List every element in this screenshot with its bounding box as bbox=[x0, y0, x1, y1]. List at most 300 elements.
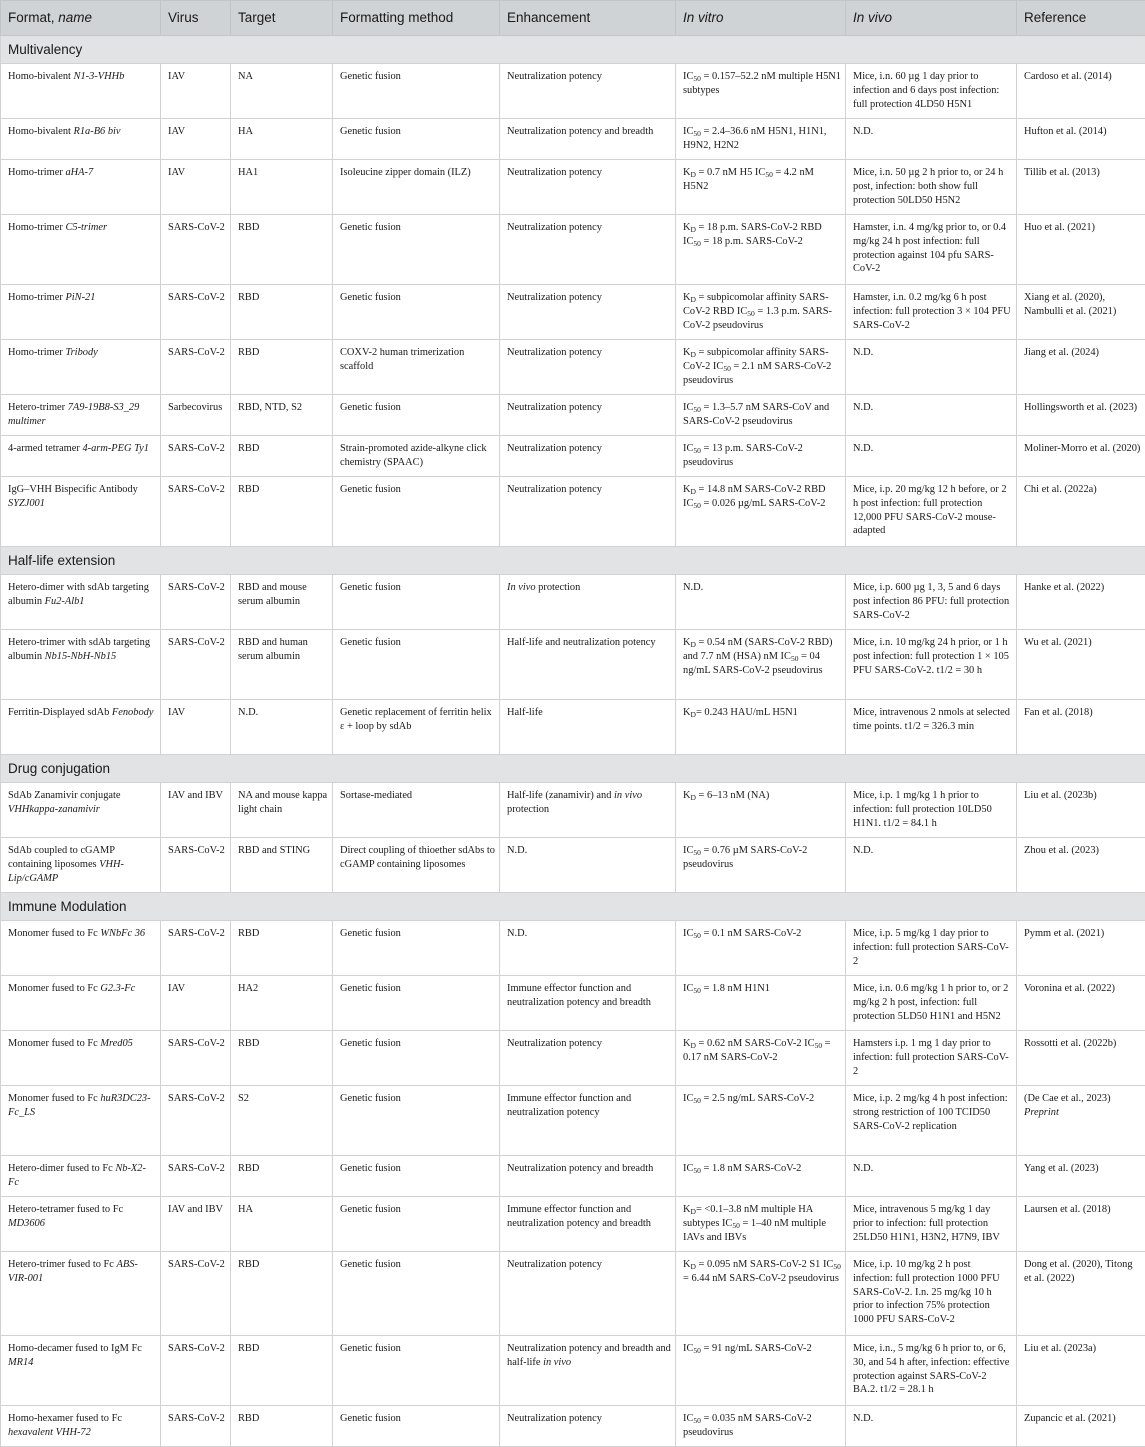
cell-target bbox=[231, 285, 333, 340]
text-run: IC bbox=[683, 983, 694, 994]
cell-enhancement bbox=[500, 340, 676, 395]
text-run: Genetic fusion bbox=[340, 1413, 401, 1424]
text-run: Neutralization potency and breadth bbox=[507, 126, 654, 137]
text-run: RBD bbox=[238, 1163, 260, 1174]
text-run: RBD bbox=[238, 292, 260, 303]
text-run: N.D. bbox=[238, 707, 259, 718]
text-run: Genetic fusion bbox=[340, 484, 401, 495]
text-run: Sarbecovirus bbox=[168, 402, 223, 413]
cell-virus bbox=[161, 1031, 231, 1086]
text-run: Homo-bivalent bbox=[8, 126, 74, 137]
cell-in-vitro bbox=[676, 1336, 846, 1406]
subscript-text: 50 bbox=[790, 653, 799, 663]
text-run: IC bbox=[683, 1413, 694, 1424]
text-run: Hetero-trimer bbox=[8, 402, 68, 413]
text-run: Genetic fusion bbox=[340, 582, 401, 593]
text-run: Neutralization potency bbox=[507, 71, 602, 82]
text-run: K bbox=[683, 1204, 691, 1215]
cell-target bbox=[231, 477, 333, 547]
text-run: = 04 ng/mL SARS-CoV-2 pseudovirus bbox=[683, 650, 823, 676]
text-run: IAV and IBV bbox=[168, 1204, 224, 1215]
cell-enhancement bbox=[500, 285, 676, 340]
text-run: RBD bbox=[238, 928, 260, 939]
subscript-text: 50 bbox=[723, 363, 731, 373]
text-run: = 6–13 nM (NA) bbox=[695, 790, 770, 801]
table-row bbox=[1, 1336, 1145, 1406]
text-run: K bbox=[683, 637, 691, 648]
cell-format bbox=[1, 285, 161, 340]
cell-in-vivo bbox=[846, 215, 1017, 285]
text-run: Homo-trimer bbox=[8, 347, 66, 358]
text-run: N.D. bbox=[853, 1413, 874, 1424]
text-run: N.D. bbox=[683, 582, 704, 593]
text-run: N.D. bbox=[853, 1163, 874, 1174]
cell-target bbox=[231, 1197, 333, 1252]
cell-format bbox=[1, 1406, 161, 1447]
italic-text: hexavalent VHH-72 bbox=[8, 1426, 91, 1438]
cell-reference bbox=[1017, 1406, 1145, 1447]
cell-format bbox=[1, 1336, 161, 1406]
cell-formatting-method bbox=[333, 395, 500, 436]
italic-text: Fu2-Alb1 bbox=[44, 595, 85, 607]
text-run: Voronina et al. (2022) bbox=[1024, 983, 1115, 994]
cell-reference bbox=[1017, 921, 1145, 976]
cell-target bbox=[231, 1252, 333, 1336]
cell-virus bbox=[161, 976, 231, 1031]
cell-in-vitro bbox=[676, 976, 846, 1031]
cell-virus bbox=[161, 838, 231, 893]
text-run: Moliner-Morro et al. (2020) bbox=[1024, 443, 1141, 454]
cell-virus bbox=[161, 1197, 231, 1252]
section-title: Half-life extension bbox=[1, 547, 1145, 575]
column-header-reference bbox=[1017, 1, 1145, 36]
cell-formatting-method bbox=[333, 1336, 500, 1406]
cell-enhancement bbox=[500, 976, 676, 1031]
text-run: Genetic fusion bbox=[340, 126, 401, 137]
cell-in-vitro bbox=[676, 395, 846, 436]
section-title: Immune Modulation bbox=[1, 893, 1145, 921]
cell-enhancement bbox=[500, 395, 676, 436]
text-run: Homo-trimer bbox=[8, 292, 66, 303]
table-row bbox=[1, 838, 1145, 893]
cell-target bbox=[231, 976, 333, 1031]
italic-text: G2.3-Fc bbox=[100, 983, 136, 994]
table-row bbox=[1, 395, 1145, 436]
text-run: = 13 p.m. SARS-CoV-2 pseudovirus bbox=[683, 443, 803, 468]
text-run: IC bbox=[683, 928, 694, 939]
text-run: RBD and STING bbox=[238, 845, 311, 856]
text-run: Genetic fusion bbox=[340, 1163, 401, 1174]
cell-virus bbox=[161, 160, 231, 215]
text-run: Target bbox=[238, 10, 276, 26]
text-run: = 0.157–52.2 nM multiple H5N1 subtypes bbox=[683, 71, 841, 96]
text-run: Genetic fusion bbox=[340, 637, 401, 648]
text-run: Neutralization potency bbox=[507, 484, 602, 495]
text-run: RBD bbox=[238, 484, 260, 495]
cell-in-vitro bbox=[676, 630, 846, 700]
italic-text: MD3606 bbox=[8, 1217, 45, 1229]
cell-format bbox=[1, 575, 161, 630]
text-run: = 1.8 nM H1N1 bbox=[700, 983, 770, 994]
cell-enhancement bbox=[500, 921, 676, 976]
cell-formatting-method bbox=[333, 575, 500, 630]
cell-enhancement bbox=[500, 436, 676, 477]
section-row bbox=[1, 36, 1145, 64]
text-run: Format, bbox=[8, 10, 59, 26]
text-run: SdAb Zanamivir conjugate bbox=[8, 790, 121, 801]
cell-formatting-method bbox=[333, 1031, 500, 1086]
text-run: RBD bbox=[238, 347, 260, 358]
text-run: Mice, intravenous 5 mg/kg 1 day prior to infection: full protection 25LD50 H1N1, H3N2, H7N9, IBV bbox=[853, 1204, 1000, 1243]
text-run: = <0.1–3.8 nM multiple HA subtypes IC bbox=[683, 1204, 813, 1229]
italic-text: In vivo bbox=[507, 582, 536, 593]
subscript-text: D bbox=[690, 710, 696, 719]
text-run: COXV-2 human trimerization scaffold bbox=[340, 347, 465, 372]
text-run: Neutralization potency bbox=[507, 1038, 602, 1049]
cell-formatting-method bbox=[333, 1406, 500, 1447]
cell-enhancement bbox=[500, 64, 676, 119]
cell-reference bbox=[1017, 1252, 1145, 1336]
column-header-in-vitro bbox=[676, 1, 846, 36]
cell-format bbox=[1, 119, 161, 160]
cell-in-vivo bbox=[846, 285, 1017, 340]
text-run: Genetic fusion bbox=[340, 1259, 401, 1270]
cell-in-vitro bbox=[676, 436, 846, 477]
text-run: Neutralization potency bbox=[507, 402, 602, 413]
cell-in-vitro bbox=[676, 1031, 846, 1086]
cell-in-vivo bbox=[846, 1252, 1017, 1336]
cell-virus bbox=[161, 783, 231, 838]
text-run: = 0.026 µg/mL SARS-CoV-2 bbox=[700, 497, 826, 509]
text-run: Hetero-trimer with sdAb targeting albumin bbox=[8, 637, 151, 662]
text-run: = 4.2 nM H5N2 bbox=[683, 167, 814, 192]
text-run: Pymm et al. (2021) bbox=[1024, 928, 1105, 939]
text-run: Monomer fused to Fc bbox=[8, 983, 101, 994]
text-run: Homo-bivalent bbox=[8, 71, 74, 82]
cell-in-vitro bbox=[676, 340, 846, 395]
text-run: Mice, i.p. 600 µg 1, 3, 5 and 6 days post infection 86 PFU: full protection SARS-CoV-2 bbox=[853, 582, 1010, 621]
text-run: SARS-CoV-2 bbox=[168, 1259, 225, 1270]
cell-virus bbox=[161, 395, 231, 436]
text-run: Virus bbox=[168, 10, 199, 26]
text-run: Genetic fusion bbox=[340, 402, 401, 413]
cell-in-vitro bbox=[676, 160, 846, 215]
text-run: K bbox=[683, 1259, 691, 1270]
text-run: Neutralization potency bbox=[507, 347, 602, 358]
table-body bbox=[1, 36, 1145, 1447]
text-run: Genetic replacement of ferritin helix ε + loop by sdAb bbox=[340, 707, 492, 732]
cell-formatting-method bbox=[333, 215, 500, 285]
text-run: = subpicomolar affinity SARS-CoV-2 IC bbox=[683, 347, 829, 372]
cell-virus bbox=[161, 1336, 231, 1406]
cell-in-vivo bbox=[846, 477, 1017, 547]
text-run: Hamster, i.n. 4 mg/kg prior to, or 0.4 mg/kg 24 h post infection: full protection against 104 pfu SARS-CoV-2 bbox=[853, 222, 1007, 275]
text-run: SdAb coupled to cGAMP containing liposomes bbox=[8, 845, 115, 870]
text-run: K bbox=[683, 790, 691, 801]
table-row bbox=[1, 119, 1145, 160]
cell-target bbox=[231, 436, 333, 477]
text-run: = 0.243 HAU/mL H5N1 bbox=[695, 707, 798, 718]
cell-enhancement bbox=[500, 1031, 676, 1086]
text-run: Genetic fusion bbox=[340, 983, 401, 994]
text-run: IAV bbox=[168, 167, 186, 178]
cell-enhancement bbox=[500, 1156, 676, 1197]
text-run: Wu et al. (2021) bbox=[1024, 637, 1092, 648]
subscript-text: 50 bbox=[765, 170, 773, 179]
table-row bbox=[1, 436, 1145, 477]
cell-reference bbox=[1017, 838, 1145, 893]
cell-target bbox=[231, 1031, 333, 1086]
text-run: Genetic fusion bbox=[340, 1093, 401, 1104]
text-run: Genetic fusion bbox=[340, 1204, 401, 1215]
cell-format bbox=[1, 1031, 161, 1086]
text-run: Reference bbox=[1024, 10, 1087, 26]
text-run: Neutralization potency bbox=[507, 1259, 602, 1270]
text-run: Mice, i.n. 60 µg 1 day prior to infection and 6 days post infection: full protection 4LD50 H5N1 bbox=[853, 71, 1000, 110]
cell-format bbox=[1, 1086, 161, 1156]
cell-in-vitro bbox=[676, 783, 846, 838]
text-run: Hamsters i.p. 1 mg 1 day prior to infection: full protection SARS-CoV-2 bbox=[853, 1038, 1009, 1077]
italic-text: C5-trimer bbox=[65, 222, 108, 233]
italic-text: Nb15-NbH-Nb15 bbox=[44, 650, 117, 662]
text-run: Monomer fused to Fc bbox=[8, 1093, 101, 1104]
cell-enhancement bbox=[500, 477, 676, 547]
table-row bbox=[1, 160, 1145, 215]
column-header-formatting-method bbox=[333, 1, 500, 36]
italic-text: WNbFc 36 bbox=[100, 928, 146, 939]
text-run: Strain-promoted azide-alkyne click chemistry (SPAAC) bbox=[340, 443, 487, 468]
cell-format bbox=[1, 921, 161, 976]
italic-text: VHH-Lip/cGAMP bbox=[8, 858, 125, 884]
subscript-text: 50 bbox=[693, 1166, 701, 1175]
cell-reference bbox=[1017, 1197, 1145, 1252]
text-run: NA bbox=[238, 71, 254, 82]
text-run: K bbox=[683, 707, 691, 718]
text-run: K bbox=[683, 222, 691, 233]
text-run: RBD bbox=[238, 443, 260, 454]
text-run: Immune effector function and neutralization potency bbox=[507, 1093, 632, 1118]
text-run: = 0.76 µM SARS-CoV-2 pseudovirus bbox=[683, 845, 808, 870]
text-run: = 91 ng/mL SARS-CoV-2 bbox=[700, 1343, 812, 1354]
text-run: SARS-CoV-2 bbox=[168, 582, 225, 593]
cell-formatting-method bbox=[333, 1156, 500, 1197]
cell-formatting-method bbox=[333, 630, 500, 700]
text-run: SARS-CoV-2 bbox=[168, 292, 225, 303]
italic-text: 4-arm-PEG Ty1 bbox=[82, 443, 149, 454]
cell-enhancement bbox=[500, 700, 676, 755]
text-run: SARS-CoV-2 bbox=[168, 928, 225, 939]
subscript-text: D bbox=[690, 1262, 696, 1271]
cell-reference bbox=[1017, 64, 1145, 119]
cell-target bbox=[231, 921, 333, 976]
table-row bbox=[1, 921, 1145, 976]
text-run: = 1.3–5.7 nM SARS-CoV and SARS-CoV-2 pseudovirus bbox=[683, 402, 830, 427]
text-run: Mice, i.p. 1 mg/kg 1 h prior to infection: full protection 10LD50 H1N1. t1/2 = 84.1 h bbox=[853, 790, 992, 829]
text-run: = 2.4–36.6 nM H5N1, H1N1, H9N2, H2N2 bbox=[683, 126, 827, 151]
cell-enhancement bbox=[500, 838, 676, 893]
cell-enhancement bbox=[500, 160, 676, 215]
cell-virus bbox=[161, 436, 231, 477]
subscript-text: D bbox=[690, 350, 696, 359]
cell-virus bbox=[161, 477, 231, 547]
cell-in-vitro bbox=[676, 575, 846, 630]
cell-in-vitro bbox=[676, 1086, 846, 1156]
text-run: SARS-CoV-2 bbox=[168, 443, 225, 454]
italic-text: Preprint bbox=[1024, 1106, 1059, 1118]
cell-virus bbox=[161, 921, 231, 976]
cell-formatting-method bbox=[333, 64, 500, 119]
table-row bbox=[1, 64, 1145, 119]
text-run: IC bbox=[683, 402, 694, 413]
text-run: Immune effector function and neutralization potency and breadth bbox=[507, 1204, 651, 1229]
cell-reference bbox=[1017, 436, 1145, 477]
subscript-text: 50 bbox=[693, 129, 701, 138]
text-run: Mice, i.n. 0.6 mg/kg 1 h prior to, or 2 mg/kg 2 h post, infection: full protection 5LD50 H1N1 and H5N2 bbox=[853, 983, 1009, 1022]
text-run: RBD bbox=[238, 1038, 260, 1049]
cell-formatting-method bbox=[333, 783, 500, 838]
text-run: Mice, i.n., 5 mg/kg 6 h prior to, or 6, 30, and 54 h after, infection: effective protection against SARS-CoV-2 BA.2. t1/2 = 28.1 h bbox=[853, 1343, 1010, 1396]
column-header-target bbox=[231, 1, 333, 36]
text-run: Immune effector function and neutralization potency and breadth bbox=[507, 983, 651, 1008]
subscript-text: 50 bbox=[693, 405, 701, 414]
text-run: Homo-decamer fused to IgM Fc bbox=[8, 1343, 142, 1354]
cell-in-vivo bbox=[846, 838, 1017, 893]
text-run: IC bbox=[683, 126, 694, 137]
cell-virus bbox=[161, 575, 231, 630]
text-run: Hufton et al. (2014) bbox=[1024, 126, 1107, 137]
cell-target bbox=[231, 1406, 333, 1447]
text-run: Enhancement bbox=[507, 10, 591, 26]
table-row bbox=[1, 340, 1145, 395]
cell-formatting-method bbox=[333, 340, 500, 395]
text-run: Rossotti et al. (2022b) bbox=[1024, 1038, 1117, 1049]
cell-formatting-method bbox=[333, 1197, 500, 1252]
text-run: SARS-CoV-2 bbox=[168, 1413, 225, 1424]
table-row bbox=[1, 477, 1145, 547]
cell-format bbox=[1, 783, 161, 838]
column-header-virus bbox=[161, 1, 231, 36]
cell-enhancement bbox=[500, 119, 676, 160]
italic-text: R1a-B6 biv bbox=[73, 126, 121, 137]
italic-text: SYZJ001 bbox=[8, 497, 45, 509]
cell-reference bbox=[1017, 976, 1145, 1031]
subscript-text: 50 bbox=[693, 1416, 701, 1425]
cell-format bbox=[1, 215, 161, 285]
text-run: Homo-trimer bbox=[8, 167, 66, 178]
cell-in-vivo bbox=[846, 340, 1017, 395]
text-run: IC bbox=[683, 845, 694, 856]
cell-virus bbox=[161, 215, 231, 285]
italic-text: In vitro bbox=[683, 10, 724, 26]
text-run: Fan et al. (2018) bbox=[1024, 707, 1093, 718]
cell-in-vitro bbox=[676, 700, 846, 755]
text-run: S2 bbox=[238, 1093, 249, 1104]
cell-format bbox=[1, 160, 161, 215]
text-run: N.D. bbox=[853, 845, 874, 856]
cell-reference bbox=[1017, 1156, 1145, 1197]
text-run: N.D. bbox=[853, 402, 874, 413]
text-run: Formatting method bbox=[340, 10, 454, 26]
table-row bbox=[1, 700, 1145, 755]
text-run: Liu et al. (2023a) bbox=[1024, 1343, 1097, 1354]
cell-in-vivo bbox=[846, 160, 1017, 215]
text-run: Neutralization potency bbox=[507, 292, 602, 303]
text-run: Homo-hexamer fused to Fc bbox=[8, 1413, 122, 1424]
text-run: Mice, i.p. 2 mg/kg 4 h post infection: strong restriction of 100 TCID50 SARS-CoV-2 replication bbox=[853, 1093, 1008, 1132]
cell-in-vitro bbox=[676, 921, 846, 976]
subscript-text: D bbox=[690, 170, 696, 179]
text-run: protection bbox=[535, 582, 581, 593]
text-run: K bbox=[683, 1038, 691, 1049]
section-row bbox=[1, 547, 1145, 575]
text-run: NA and mouse kappa light chain bbox=[238, 790, 328, 815]
cell-format bbox=[1, 64, 161, 119]
text-run: Mice, intravenous 2 nmols at selected time points. t1/2 = 326.3 min bbox=[853, 707, 1010, 732]
cell-reference bbox=[1017, 783, 1145, 838]
cell-format bbox=[1, 340, 161, 395]
text-run: IAV bbox=[168, 983, 186, 994]
cell-format bbox=[1, 838, 161, 893]
text-run: Zhou et al. (2023) bbox=[1024, 845, 1100, 856]
text-run: K bbox=[683, 167, 691, 178]
subscript-text: 50 bbox=[732, 1220, 740, 1230]
column-header-format bbox=[1, 1, 161, 36]
text-run: Genetic fusion bbox=[340, 1343, 401, 1354]
section-title: Drug conjugation bbox=[1, 755, 1145, 783]
text-run: Hetero-dimer with sdAb targeting albumin bbox=[8, 582, 149, 607]
cell-enhancement bbox=[500, 1197, 676, 1252]
cell-virus bbox=[161, 1252, 231, 1336]
text-run: SARS-CoV-2 bbox=[168, 347, 225, 358]
cell-target bbox=[231, 1156, 333, 1197]
cell-in-vitro bbox=[676, 64, 846, 119]
text-run: RBD, NTD, S2 bbox=[238, 402, 303, 413]
cell-in-vitro bbox=[676, 1252, 846, 1336]
column-header-enhancement bbox=[500, 1, 676, 36]
subscript-text: 50 bbox=[693, 931, 701, 940]
cell-in-vitro bbox=[676, 477, 846, 547]
text-run: = 18 p.m. SARS-CoV-2 RBD IC bbox=[683, 222, 822, 247]
cell-formatting-method bbox=[333, 285, 500, 340]
cell-in-vivo bbox=[846, 630, 1017, 700]
subscript-text: D bbox=[690, 295, 696, 304]
cell-formatting-method bbox=[333, 160, 500, 215]
text-run: Neutralization potency bbox=[507, 1413, 602, 1424]
cell-virus bbox=[161, 630, 231, 700]
text-run: = 0.095 nM SARS-CoV-2 S1 IC bbox=[695, 1259, 834, 1270]
italic-text: N1-3-VHHb bbox=[73, 71, 125, 82]
cell-format bbox=[1, 630, 161, 700]
text-run: SARS-CoV-2 bbox=[168, 484, 225, 495]
subscript-text: 50 bbox=[693, 1096, 701, 1105]
text-run: = 1.3 p.m. SARS-CoV-2 pseudovirus bbox=[683, 305, 832, 331]
subscript-text: 50 bbox=[833, 1262, 841, 1271]
table-row bbox=[1, 1156, 1145, 1197]
text-run: HA bbox=[238, 1204, 254, 1215]
text-run: RBD bbox=[238, 1343, 260, 1354]
text-run: = 0.7 nM H5 IC bbox=[695, 167, 766, 178]
text-run: IC bbox=[683, 443, 694, 454]
text-run: N.D. bbox=[507, 928, 528, 939]
cell-reference bbox=[1017, 395, 1145, 436]
cell-in-vivo bbox=[846, 700, 1017, 755]
cell-in-vivo bbox=[846, 976, 1017, 1031]
text-run: Neutralization potency bbox=[507, 167, 602, 178]
text-run: IC bbox=[683, 1163, 694, 1174]
text-run: IC bbox=[683, 1093, 694, 1104]
text-run: Neutralization potency and breadth and half-life bbox=[507, 1343, 671, 1368]
italic-text: in vivo bbox=[543, 1356, 572, 1368]
